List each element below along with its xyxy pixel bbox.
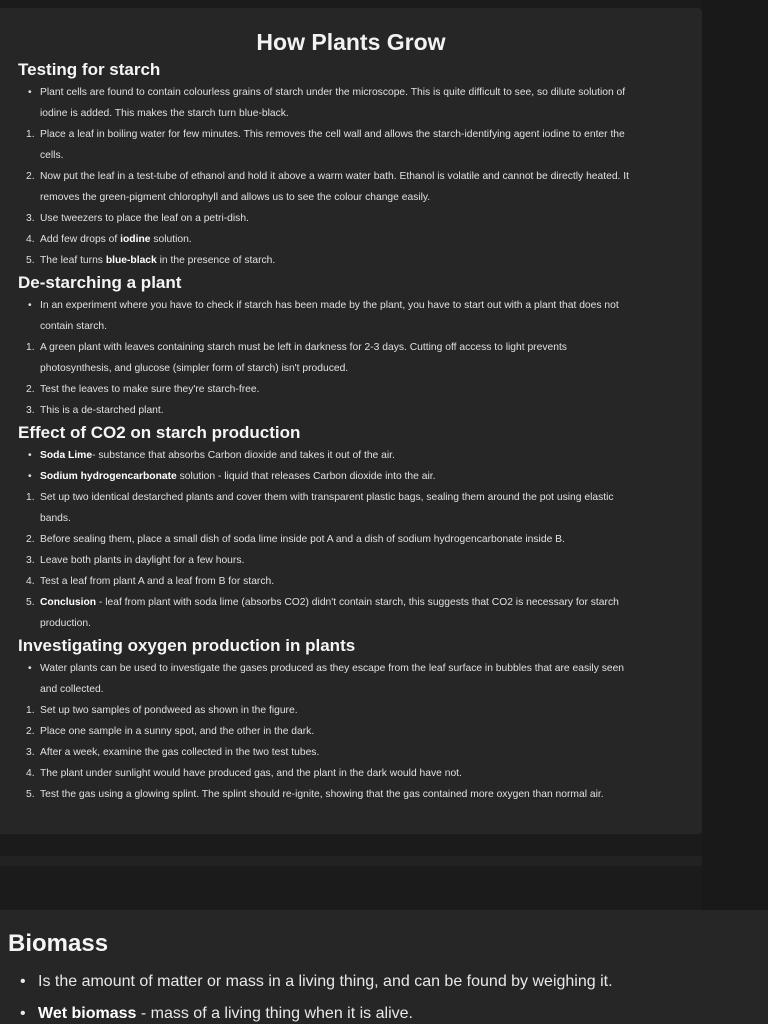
line-text: Water plants can be used to investigate the gases produced as they escape from the leaf surface in bubbles that are easily seen	[40, 663, 625, 674]
step-number: 1.	[26, 492, 35, 503]
step-number: 5.	[26, 789, 35, 800]
step-number: 5.	[26, 255, 35, 266]
line-text: Test a leaf from plant A and a leaf from B for starch.	[40, 576, 275, 587]
numbered-step	[18, 337, 684, 358]
numbered-step	[18, 700, 684, 721]
numbered-step	[18, 250, 684, 271]
line-continuation	[18, 358, 684, 379]
numbered-step	[18, 166, 684, 187]
line-text: This is a de-starched plant.	[40, 405, 164, 416]
line-text: in the presence of starch.	[156, 255, 276, 266]
numbered-step	[18, 529, 684, 550]
numbered-step	[18, 400, 684, 421]
step-number: 5.	[26, 597, 35, 608]
numbered-step	[18, 763, 684, 784]
line-text: Place a leaf in boiling water for few minutes. This removes the cell wall and allows the starch-identifying agent iodine to enter the	[40, 129, 625, 140]
wet-biomass-term: Wet biomass	[38, 1005, 137, 1022]
step-number: 3.	[26, 747, 35, 758]
bullet-item	[18, 658, 684, 679]
step-number: 3.	[26, 213, 35, 224]
line-text: - substance that absorbs Carbon dioxide and takes it out of the air.	[92, 450, 395, 461]
step-number: 1.	[26, 129, 35, 140]
numbered-step	[18, 487, 684, 508]
bold-term: blue-black	[105, 255, 157, 266]
bullet-item	[18, 445, 684, 466]
line-continuation	[18, 316, 684, 337]
bullet-item	[18, 466, 684, 487]
line-text: solution - liquid that releases Carbon dioxide into the air.	[176, 471, 436, 482]
line-continuation	[18, 508, 684, 529]
line-text: cells.	[40, 150, 64, 161]
line-text: Use tweezers to place the leaf on a petri-dish.	[40, 213, 249, 224]
bold-term: Soda Lime	[40, 450, 93, 461]
line-text: solution.	[150, 234, 192, 245]
section-heading: Testing for starch	[18, 60, 161, 79]
step-number: 2.	[26, 171, 35, 182]
line-text: Before sealing them, place a small dish of soda lime inside pot A and a dish of sodium hydrogencarbonate inside B.	[40, 534, 565, 545]
line-text: The leaf turns	[40, 255, 106, 266]
line-text: contain starch.	[40, 321, 107, 332]
bullet-item	[18, 82, 684, 103]
numbered-step	[18, 742, 684, 763]
bold-term: iodine	[120, 234, 151, 245]
step-number: 3.	[26, 555, 35, 566]
numbered-step	[18, 229, 684, 250]
section	[0, 421, 702, 634]
line-continuation	[18, 679, 684, 700]
numbered-step	[18, 124, 684, 145]
line-continuation	[18, 145, 684, 166]
line-text: Leave both plants in daylight for a few hours.	[40, 555, 245, 566]
step-number: 3.	[26, 405, 35, 416]
line-text: Add few drops of	[40, 234, 121, 245]
line-continuation	[18, 187, 684, 208]
section-heading: Investigating oxygen production in plants	[18, 636, 356, 655]
step-number: 2.	[26, 534, 35, 545]
numbered-step	[18, 721, 684, 742]
line-text: removes the green-pigment chlorophyll and allows us to see the colour change easily.	[40, 192, 431, 203]
line-text: bands.	[40, 513, 71, 524]
biomass-card	[0, 910, 768, 1024]
divider-band	[0, 856, 702, 866]
line-text: Set up two samples of pondweed as shown in the figure.	[40, 705, 298, 716]
line-text: - leaf from plant with soda lime (absorbs CO2) didn't contain starch, this suggests that CO2 is necessary for starch	[96, 597, 619, 608]
section	[0, 271, 702, 421]
step-number: 2.	[26, 384, 35, 395]
line-continuation	[18, 613, 684, 634]
line-text: production.	[40, 618, 91, 629]
line-text: and collected.	[40, 684, 104, 695]
line-text: After a week, examine the gas collected in the two test tubes.	[40, 747, 320, 758]
line-text: Plant cells are found to contain colourless grains of starch under the microscope. This is quite difficult to see, so dilute solution of	[40, 87, 626, 98]
line-text: In an experiment where you have to check if starch has been made by the plant, you have to start out with a plant that does not	[40, 300, 619, 311]
bullet-item	[18, 295, 684, 316]
line-continuation	[18, 103, 684, 124]
section	[0, 634, 702, 805]
step-number: 1.	[26, 705, 35, 716]
bold-term: Conclusion	[40, 597, 97, 608]
sections-container	[0, 58, 702, 805]
section	[0, 58, 702, 271]
notes-card	[0, 8, 702, 834]
page-title: How Plants Grow	[256, 29, 446, 55]
line-text: Now put the leaf in a test-tube of ethanol and hold it above a warm water bath. Ethanol is volatile and cannot be directly heated. It	[40, 171, 630, 182]
numbered-step	[18, 571, 684, 592]
numbered-step	[18, 208, 684, 229]
step-number: 4.	[26, 576, 35, 587]
numbered-step	[18, 592, 684, 613]
line-text: The plant under sunlight would have produced gas, and the plant in the dark would have not.	[40, 768, 462, 779]
line-text: Test the leaves to make sure they're starch-free.	[40, 384, 260, 395]
section-heading: Effect of CO2 on starch production	[18, 423, 301, 442]
step-number: 2.	[26, 726, 35, 737]
biomass-item-2	[38, 1005, 413, 1023]
biomass-heading: Biomass	[8, 930, 109, 957]
step-number: 1.	[26, 342, 35, 353]
line-text: photosynthesis, and glucose (simpler form of starch) isn't produced.	[40, 363, 349, 374]
numbered-step	[18, 379, 684, 400]
step-number: 4.	[26, 768, 35, 779]
page-gutter	[702, 0, 768, 1024]
bold-term: Sodium hydrogencarbonate	[40, 471, 177, 482]
line-text: A green plant with leaves containing starch must be left in darkness for 2-3 days. Cutting off access to light prevents	[40, 342, 567, 353]
line-text: Test the gas using a glowing splint. The splint should re-ignite, showing that the gas contained more oxygen than normal air.	[40, 789, 604, 800]
numbered-step	[18, 550, 684, 571]
biomass-item-1: • Is the amount of matter or mass in a living thing, and can be found by weighing it.	[38, 973, 613, 991]
numbered-step	[18, 784, 684, 805]
section-heading: De-starching a plant	[18, 273, 182, 292]
line-text: Set up two identical destarched plants and cover them with transparent plastic bags, sealing them around the pot using elastic	[40, 492, 614, 503]
wet-biomass-definition: - mass of a living thing when it is alive.	[136, 1005, 413, 1022]
line-text: Place one sample in a sunny spot, and the other in the dark.	[40, 726, 315, 737]
step-number: 4.	[26, 234, 35, 245]
line-text: iodine is added. This makes the starch turn blue-black.	[40, 108, 289, 119]
